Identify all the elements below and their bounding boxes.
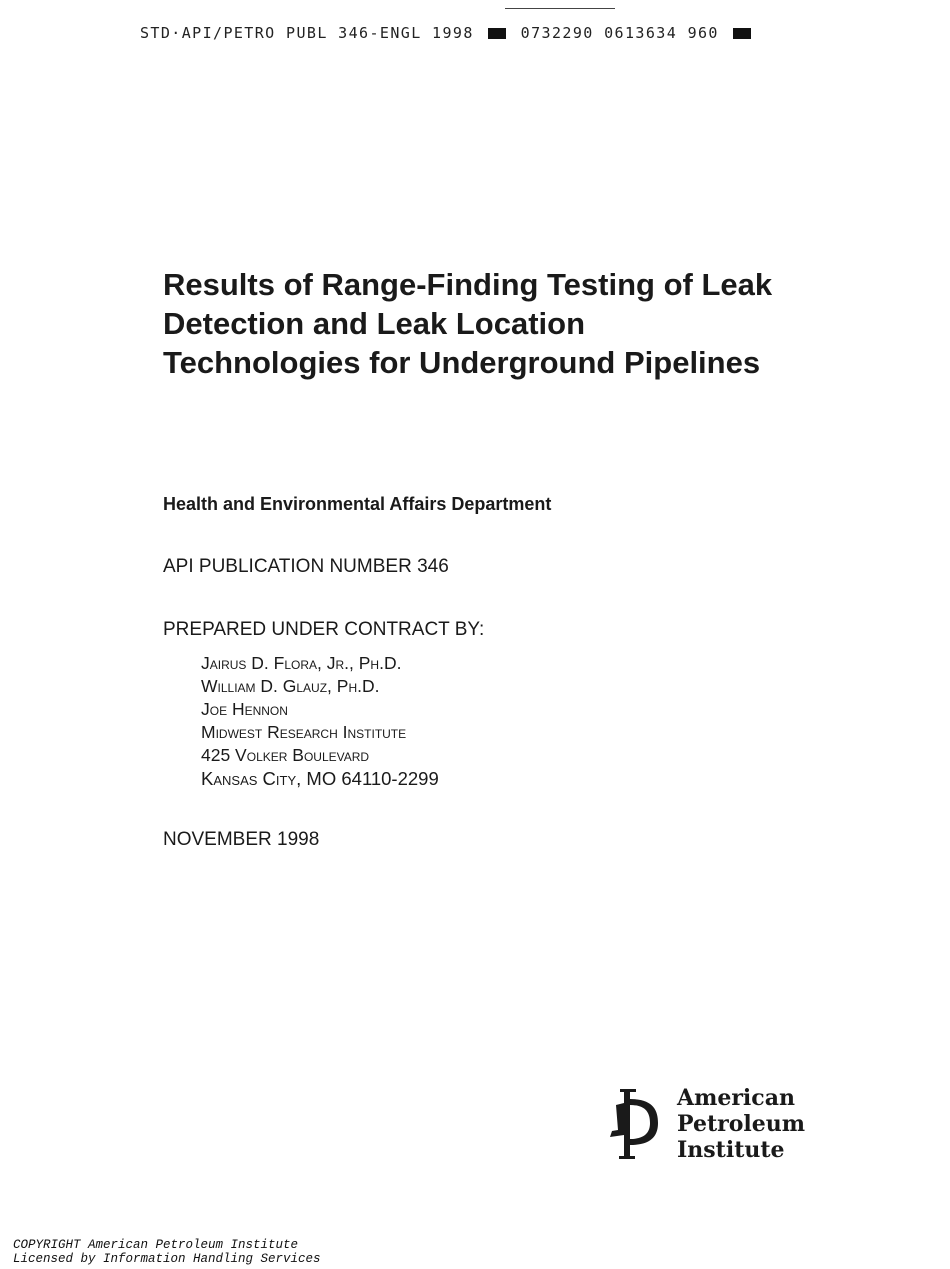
- author-line: Joe Hennon: [201, 699, 288, 719]
- author-line: Jairus D. Flora, Jr., Ph.D.: [201, 653, 402, 673]
- city-name: Kansas City: [201, 768, 297, 789]
- publication-date: NOVEMBER 1998: [163, 829, 320, 850]
- department-name: Health and Environmental Affairs Department: [163, 494, 552, 514]
- license-line: Licensed by Information Handling Services: [13, 1252, 321, 1266]
- organization-line: Midwest Research Institute: [201, 722, 407, 742]
- prepared-by-label: PREPARED UNDER CONTRACT BY:: [163, 619, 485, 640]
- state-zip: , MO 64110-2299: [296, 768, 439, 789]
- title-line: Results of Range-Finding Testing of Leak: [163, 267, 773, 302]
- city-line: [201, 767, 439, 790]
- document-code-header: [140, 24, 755, 42]
- api-logo-icon: [604, 1085, 660, 1163]
- document-code-part2: 0732290 0613634 960: [520, 24, 719, 42]
- document-title: [163, 265, 843, 382]
- author-line: William D. Glauz, Ph.D.: [201, 676, 380, 696]
- scan-artifact-line: [505, 8, 615, 9]
- address-line: 425 Volker Boulevard: [201, 745, 370, 765]
- api-logo: [604, 1085, 804, 1165]
- publication-number: API PUBLICATION NUMBER 346: [163, 556, 449, 577]
- title-line: Detection and Leak Location: [163, 306, 586, 341]
- redaction-block: [733, 28, 751, 39]
- document-code-part1: STD·API/PETRO PUBL 346-ENGL 1998: [140, 24, 474, 42]
- logo-text-line: Petroleum: [677, 1111, 806, 1137]
- api-logo-text: [677, 1085, 805, 1163]
- logo-text-line: American: [677, 1085, 795, 1111]
- title-line: Technologies for Underground Pipelines: [163, 345, 761, 380]
- author-block: [201, 652, 439, 790]
- logo-text-line: Institute: [677, 1137, 785, 1163]
- copyright-line: COPYRIGHT American Petroleum Institute: [13, 1238, 299, 1252]
- redaction-block: [488, 28, 506, 39]
- copyright-notice: [13, 1238, 321, 1266]
